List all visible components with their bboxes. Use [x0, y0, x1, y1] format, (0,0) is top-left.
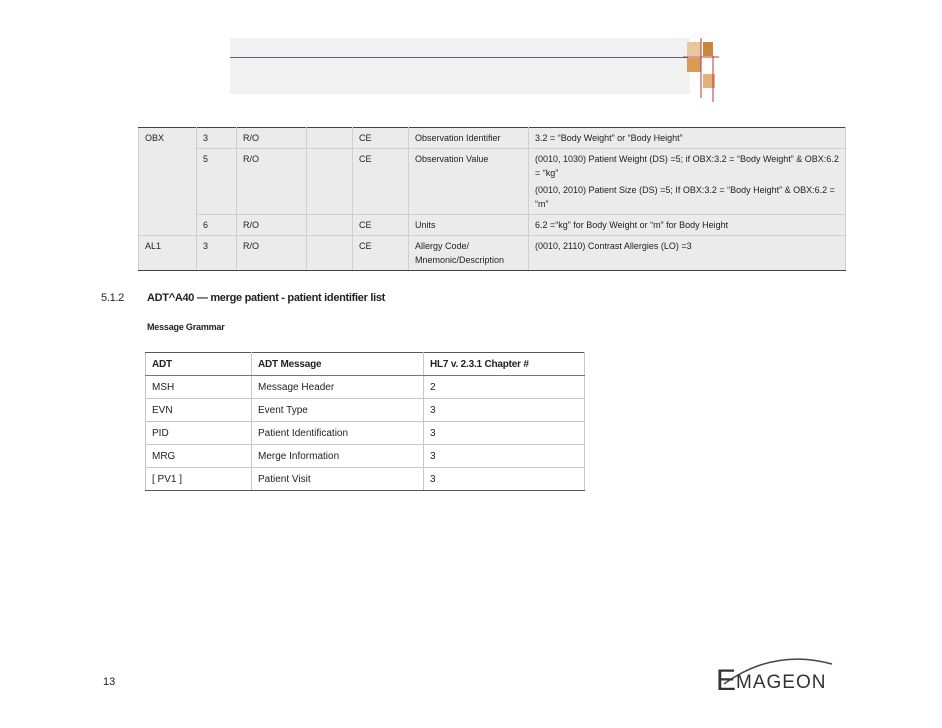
column-header: HL7 v. 2.3.1 Chapter #: [424, 353, 585, 376]
table-row: [146, 376, 585, 399]
sequence-cell: 3: [197, 128, 237, 149]
type-cell: CE: [353, 149, 409, 215]
description-cell: 3.2 = “Body Weight” or “Body Height”: [529, 128, 846, 149]
description-cell: [529, 149, 846, 215]
page-number: 13: [103, 676, 116, 688]
segment-cell: EVN: [146, 399, 252, 422]
logo-initial: E: [716, 664, 737, 694]
sequence-cell: 6: [197, 215, 237, 236]
table-row: [146, 445, 585, 468]
chapter-cell: 2: [424, 376, 585, 399]
segment-cell: PID: [146, 422, 252, 445]
optionality-cell: R/O: [237, 215, 307, 236]
message-cell: Patient Identification: [252, 422, 424, 445]
table-row: [139, 236, 846, 271]
table-row: [139, 149, 846, 215]
chapter-cell: 3: [424, 468, 585, 491]
section-heading: [101, 292, 385, 304]
section-number: 5.1.2: [101, 292, 124, 304]
header-band: [230, 38, 690, 94]
optionality-cell: R/O: [237, 149, 307, 215]
blank-cell: [307, 236, 353, 271]
chapter-cell: 3: [424, 445, 585, 468]
description-line: (0010, 1030) Patient Weight (DS) =5; if OBX:3.2 = “Body Weight” & OBX:6.2 = “kg”: [535, 154, 839, 178]
field-name-cell: Observation Identifier: [409, 128, 529, 149]
column-header: ADT Message: [252, 353, 424, 376]
message-cell: Message Header: [252, 376, 424, 399]
blank-cell: [307, 128, 353, 149]
blank-cell: [307, 215, 353, 236]
message-grammar-heading: Message Grammar: [147, 322, 225, 332]
type-cell: CE: [353, 128, 409, 149]
sequence-cell: 5: [197, 149, 237, 215]
chapter-cell: 3: [424, 399, 585, 422]
blank-cell: [307, 149, 353, 215]
description-cell: 6.2 =“kg” for Body Weight or “m” for Body Height: [529, 215, 846, 236]
message-cell: Patient Visit: [252, 468, 424, 491]
type-cell: CE: [353, 215, 409, 236]
table-row: [146, 468, 585, 491]
column-header: ADT: [146, 353, 252, 376]
observation-table: [138, 127, 846, 271]
segment-cell: MSH: [146, 376, 252, 399]
chapter-cell: 3: [424, 422, 585, 445]
segment-cell: [ PV1 ]: [146, 468, 252, 491]
emageon-logo: [714, 654, 844, 694]
section-title: ADT^A40 — merge patient - patient identifier list: [147, 292, 386, 304]
table-header-row: [146, 353, 585, 376]
header-rule: [230, 57, 688, 58]
description-cell: (0010, 2110) Contrast Allergies (LO) =3: [529, 236, 846, 271]
message-cell: Event Type: [252, 399, 424, 422]
field-name-cell: Units: [409, 215, 529, 236]
logo-text: MAGEON: [736, 672, 827, 693]
type-cell: CE: [353, 236, 409, 271]
table-row: [146, 399, 585, 422]
segment-cell: AL1: [139, 236, 197, 271]
sequence-cell: 3: [197, 236, 237, 271]
optionality-cell: R/O: [237, 236, 307, 271]
message-grammar-table: [145, 352, 585, 491]
field-name-cell: Allergy Code/ Mnemonic/Description: [409, 236, 529, 271]
table-row: [139, 215, 846, 236]
field-name-cell: Observation Value: [409, 149, 529, 215]
description-line: (0010, 2010) Patient Size (DS) =5; If OBX:3.2 = “Body Height” & OBX:6.2 = “m”: [535, 185, 835, 209]
message-cell: Merge Information: [252, 445, 424, 468]
optionality-cell: R/O: [237, 128, 307, 149]
table-row: [139, 128, 846, 149]
header-decoration-icon: [683, 38, 719, 102]
segment-cell: OBX: [139, 128, 197, 236]
segment-cell: MRG: [146, 445, 252, 468]
table-row: [146, 422, 585, 445]
